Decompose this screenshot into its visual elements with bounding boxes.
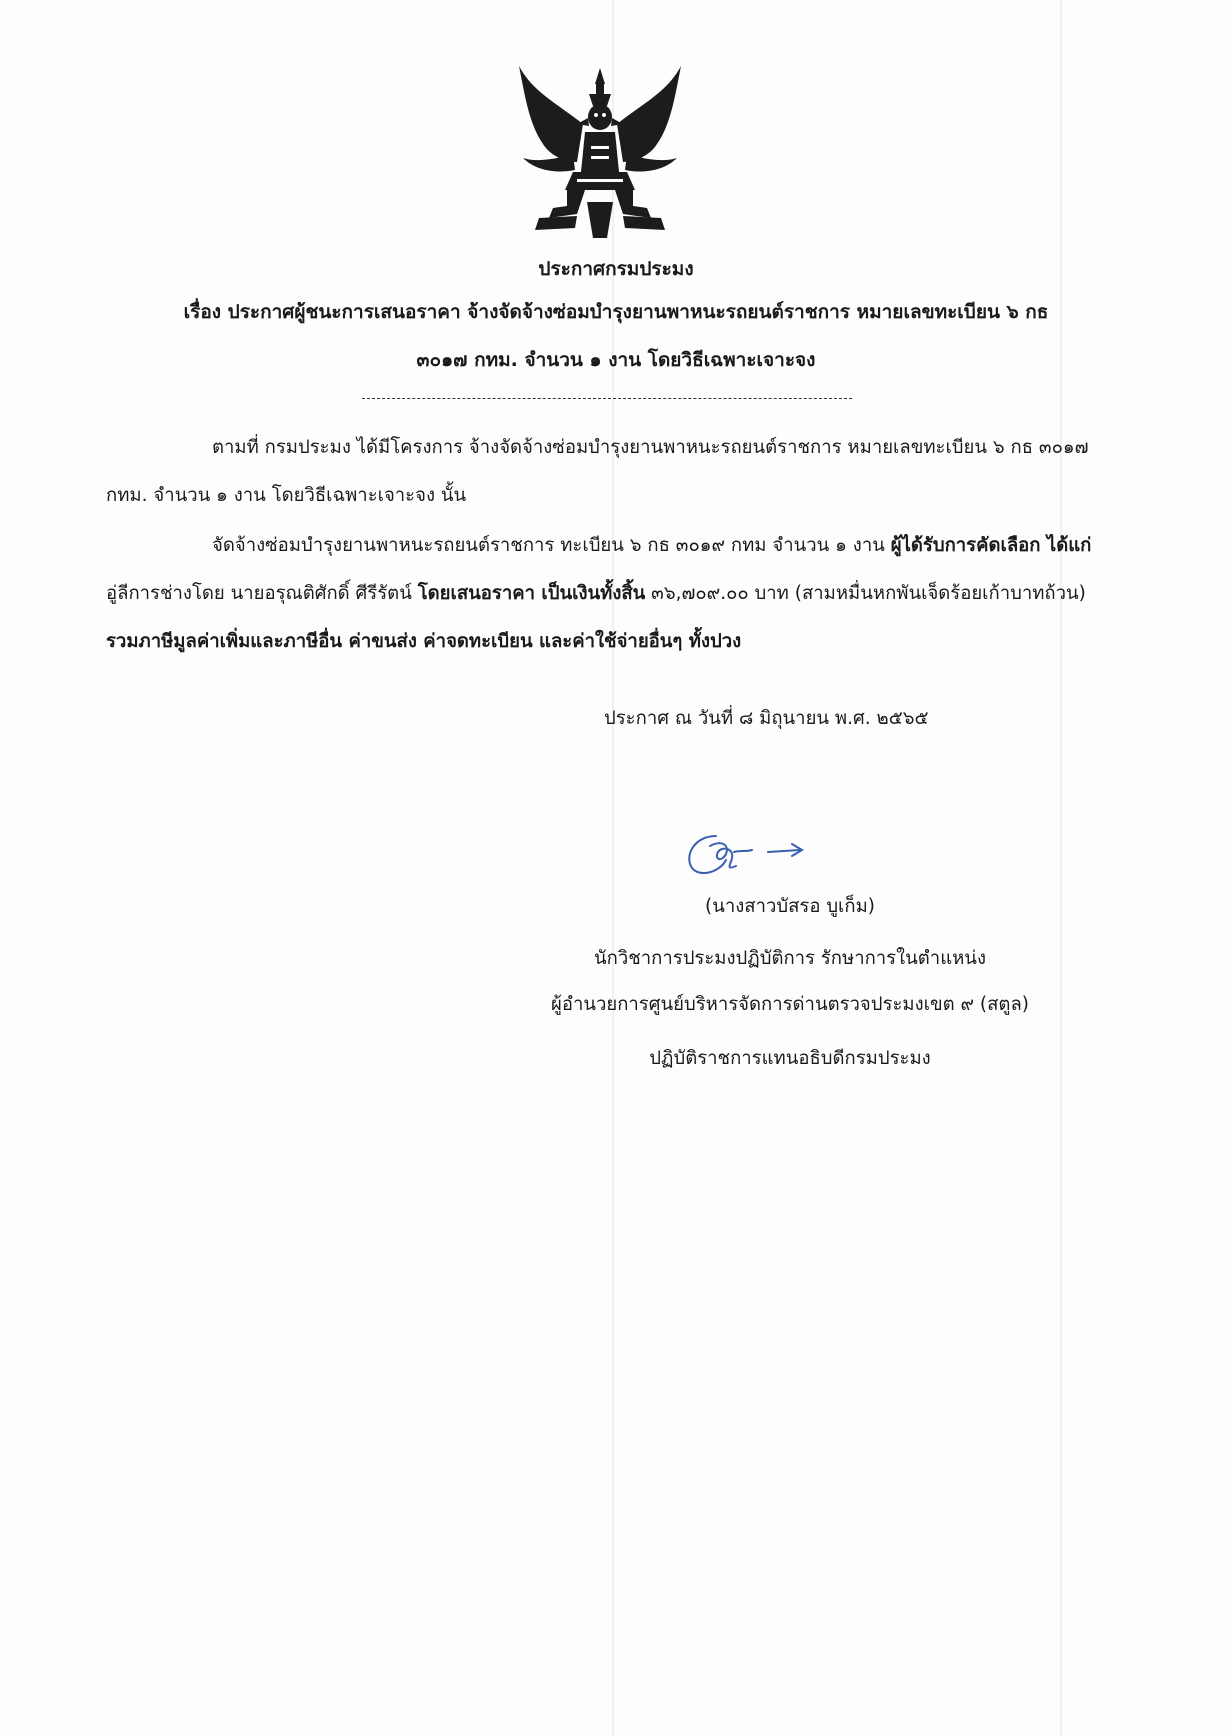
award-contractor: อู่ลีการช่างโดย นายอรุณติศักดิ์ ศีรีรัตน์	[106, 583, 418, 604]
signer-office: ผู้อำนวยการศูนย์บริหารจัดการด่านตรวจประมงเขต ๙ (สตูล)	[551, 994, 1029, 1015]
divider-line	[362, 398, 852, 399]
garuda-emblem-icon	[515, 62, 685, 240]
handwritten-signature	[680, 822, 830, 882]
paragraph-background: ตามที่ กรมประมง ได้มีโครงการ จ้างจัดจ้างซ่อมบำรุงยานพาหนะรถยนต์ราชการ หมายเลขทะเบียน ๖ กธ ๓๐๑๗ กทม. จำนวน ๑ งาน โดยวิธีเฉพาะเจาะจง นั้น	[106, 437, 1089, 506]
announcement-title: ประกาศกรมประมง	[538, 258, 694, 280]
award-intro: จัดจ้างซ่อมบำรุงยานพาหนะรถยนต์ราชการ ทะเบียน ๖ กธ ๓๐๑๙ กทม จำนวน ๑ งาน	[212, 535, 891, 556]
signer-position: นักวิชาการประมงปฏิบัติการ รักษาการในตำแหน่ง	[593, 948, 986, 969]
signer-name: (นางสาวบัสรอ บูเก็ม)	[705, 896, 875, 917]
subject-line: เรื่อง ประกาศผู้ชนะการเสนอราคา จ้างจัดจ้างซ่อมบำรุงยานพาหนะรถยนต์ราชการ หมายเลขทะเบียน ๖ กธ	[183, 301, 1049, 323]
paragraph-award	[106, 522, 1106, 666]
award-selected-label: ผู้ได้รับการคัดเลือก ได้แก่	[890, 535, 1092, 556]
subject-line: ๓๐๑๗ กทม. จำนวน ๑ งาน โดยวิธีเฉพาะเจาะจง	[416, 349, 816, 371]
acting-on-behalf: ปฏิบัติราชการแทนอธิบดีกรมประมง	[649, 1048, 931, 1069]
announcement-subject	[100, 288, 1132, 384]
award-inclusions: รวมภาษีมูลค่าเพิ่มและภาษีอื่น ค่าขนส่ง ค่าจดทะเบียน และค่าใช้จ่ายอื่นๆ ทั้งปวง	[106, 631, 742, 652]
award-price-label: โดยเสนอราคา เป็นเงินทั้งสิ้น	[417, 583, 646, 604]
announcement-date: ประกาศ ณ วันที่ ๘ มิถุนายน พ.ศ. ๒๕๖๕	[604, 708, 929, 729]
award-amount: ๓๖,๗๐๙.๐๐ บาท (สามหมื่นหกพันเจ็ดร้อยเก้าบาทถ้วน)	[645, 583, 1086, 604]
